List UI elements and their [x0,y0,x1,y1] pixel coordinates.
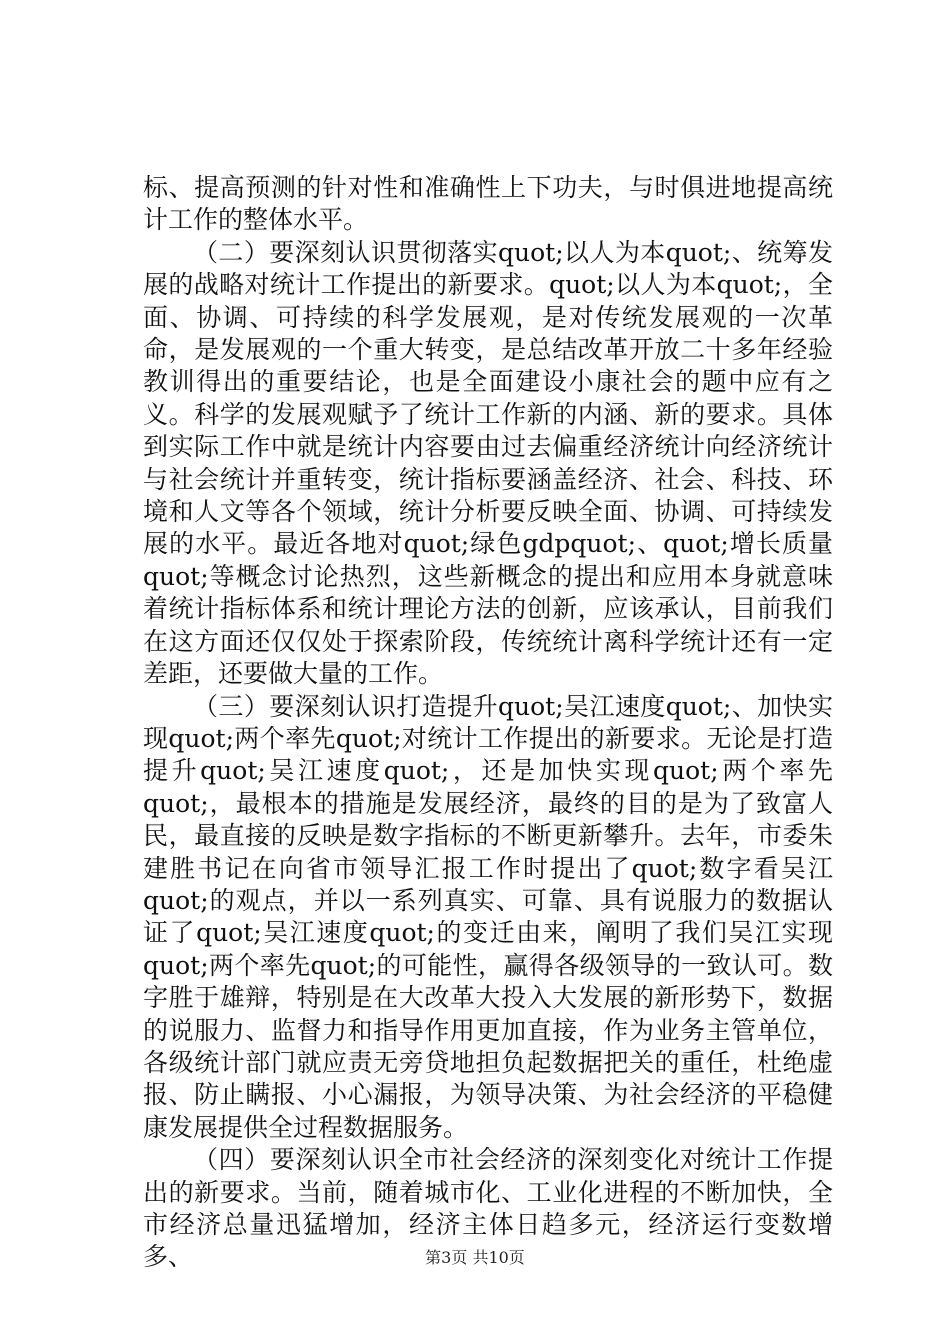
document-body [143,172,833,1274]
paragraph-section-four: （四）要深刻认识全市社会经济的深刻变化对统计工作提出的新要求。当前，随着城市化、工业化进程的不断加快，全市经济总量迅猛增加，经济主体日趋多元，经济运行变数增多、 [143,1145,833,1272]
paragraph-section-two: （二）要深刻认识贯彻落实quot;以人为本quot;、统筹发展的战略对统计工作提出的新要求。quot;以人为本quot;，全面、协调、可持续的科学发展观，是对传统发展观的一次革命，是发展观的一个重大转变，是总结改革开放二十多年经验教训得出的重要结论，也是全面建设小康社会的题中应有之义。科学的发展观赋予了统计工作新的内涵、新的要求。具体到实际工作中就是统计内容要由过去偏重经济统计向经济统计与社会统计并重转变，统计指标要涵盖经济、社会、科技、环境和人文等各个领域，统计分析要反映全面、协调、可持续发展的水平。最近各地对quot;绿色gdpquot;、quot;增长质量quot;等概念讨论热烈，这些新概念的提出和应用本身就意味着统计指标体系和统计理论方法的创新，应该承认，目前我们在这方面还仅仅处于探索阶段，传统统计离科学统计还有一定差距，还要做大量的工作。 [143,237,833,689]
paragraph-continuation: 标、提高预测的针对性和准确性上下功夫，与时俱进地提高统计工作的整体水平。 [143,173,833,235]
page-footer: 第3页 共10页 [425,1248,525,1267]
paragraph-section-three: （三）要深刻认识打造提升quot;吴江速度quot;、加快实现quot;两个率先quot;对统计工作提出的新要求。无论是打造提升quot;吴江速度quot;，还是加快实现quot;两个率先quot;，最根本的措施是发展经济，最终的目的是为了致富人民，最直接的反映是数字指标的不断更新攀升。去年，市委朱建胜书记在向省市领导汇报工作时提出了quot;数字看吴江quot;的观点，并以一系列真实、可靠、具有说服力的数据认证了quot;吴江速度quot;的变迁由来，阐明了我们吴江实现quot;两个率先quot;的可能性，赢得各级领导的一致认可。数字胜于雄辩，特别是在大改革大投入大发展的新形势下，数据的说服力、监督力和指导作用更加直接，作为业务主管单位，各级统计部门就应责无旁贷地担负起数据把关的重任，杜绝虚报、防止瞒报、小心漏报，为领导决策、为社会经济的平稳健康发展提供全过程数据服务。 [143,691,833,1142]
